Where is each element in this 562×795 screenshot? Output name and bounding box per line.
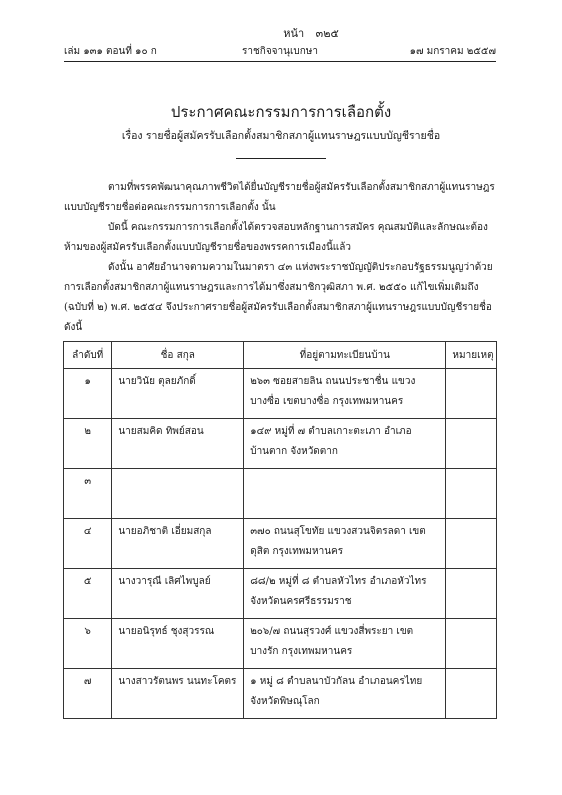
cell-note	[446, 469, 497, 519]
paragraph-1: ตามที่พรรคพัฒนาคุณภาพชีวิตได้ยื่นบัญชีรายชื่อผู้สมัครรับเลือกตั้งสมาชิกสภาผู้แทนราษฎรแบบบัญชีรายชื่อต่อคณะกรรมการการเลือกตั้ง นั้น	[64, 182, 495, 213]
header-order: ลำดับที่	[64, 342, 112, 369]
cell-note	[446, 369, 497, 419]
table-row	[64, 669, 497, 719]
table-header-row	[64, 342, 497, 369]
cell-order: ๗	[64, 669, 112, 719]
cell-order: ๕	[64, 569, 112, 619]
cell-name: นางสาวรัตนพร นนทะโคตร	[112, 669, 244, 719]
cell-order: ๑	[64, 369, 112, 419]
cell-address: ๒๖๓ ซอยสายลิน ถนนประชาชื่น แขวงบางซื่อ เขตบางซื่อ กรุงเทพมหานคร	[244, 369, 446, 419]
header-note: หมายเหตุ	[446, 342, 497, 369]
cell-name: นางวารุณี เลิศไพบูลย์	[112, 569, 244, 619]
table-row	[64, 469, 497, 519]
cell-note	[446, 519, 497, 569]
volume-issue: เล่ม ๑๓๑ ตอนที่ ๑๐ ก	[64, 46, 157, 57]
cell-address: ๒๐๖/๗ ถนนสุรวงศ์ แขวงสี่พระยา เขตบางรัก กรุงเทพมหานคร	[244, 619, 446, 669]
cell-address: ๓๗๐ ถนนสุโขทัย แขวงสวนจิตรลดา เขตดุสิต กรุงเทพมหานคร	[244, 519, 446, 569]
cell-order: ๔	[64, 519, 112, 569]
cell-name: นายอนิรุทธ์ ชุงสุวรรณ	[112, 619, 244, 669]
announcement-title: ประกาศคณะกรรมการการเลือกตั้ง	[170, 103, 392, 121]
table-row	[64, 519, 497, 569]
paragraph-2: บัดนี้ คณะกรรมการการเลือกตั้งได้ตรวจสอบหลักฐานการสมัคร คุณสมบัติและลักษณะต้องห้ามของผู้สมัครรับเลือกตั้งแบบบัญชีรายชื่อของพรรคการเมืองนี้แล้ว	[64, 222, 488, 253]
table-row	[64, 619, 497, 669]
page-number-line	[0, 24, 562, 42]
table-row	[64, 569, 497, 619]
title-divider	[236, 158, 326, 159]
announcement-subject: เรื่อง รายชื่อผู้สมัครรับเลือกตั้งสมาชิกสภาผู้แทนราษฎรแบบบัญชีรายชื่อ	[121, 130, 441, 142]
cell-address: ๑๔๙ หมู่ที่ ๗ ตำบลเกาะตะเภา อำเภอบ้านตาก จังหวัดตาก	[244, 419, 446, 469]
cell-order: ๓	[64, 469, 112, 519]
gazette-date: ๑๗ มกราคม ๒๕๕๗	[409, 46, 496, 57]
header-divider	[64, 61, 496, 62]
cell-note	[446, 669, 497, 719]
cell-name: นายอภิชาติ เอี่ยมสกุล	[112, 519, 244, 569]
cell-address: ๑ หมู่ ๘ ตำบลนาบัวกัลน อำเภอนครไทย จังหวัดพิษณุโลก	[244, 669, 446, 719]
cell-order: ๖	[64, 619, 112, 669]
page-number: ๓๒๕	[315, 27, 339, 40]
header-address: ที่อยู่ตามทะเบียนบ้าน	[244, 342, 446, 369]
table-row	[64, 419, 497, 469]
cell-address: ๘๘/๒ หมู่ที่ ๘ ตำบลหัวไทร อำเภอหัวไทร จังหวัดนครศรีธรรมราช	[244, 569, 446, 619]
cell-note	[446, 419, 497, 469]
cell-name	[112, 469, 244, 519]
cell-note	[446, 619, 497, 669]
paragraph-3: ดังนั้น อาศัยอำนาจตามความในมาตรา ๔๓ แห่งพระราชบัญญัติประกอบรัฐธรรมนูญว่าด้วยการเลือกตั้งสมาชิกสภาผู้แทนราษฎรและการได้มาซึ่งสมาชิกวุฒิสภา พ.ศ. ๒๕๕๐ แก้ไขเพิ่มเติมถึง (ฉบับที่ ๒) พ.ศ. ๒๕๕๔ จึงประกาศรายชื่อผู้สมัครรับเลือกตั้งสมาชิกสภาผู้แทนราษฎรแบบบัญชีรายชื่อดังนี้	[64, 262, 493, 333]
page-label: หน้า	[283, 27, 305, 40]
table-row	[64, 369, 497, 419]
cell-name: นายวินัย ตุลยภักดิ์	[112, 369, 244, 419]
header-name: ชื่อ สกุล	[112, 342, 244, 369]
cell-name: นายสมคิด ทิพย์สอน	[112, 419, 244, 469]
cell-order: ๒	[64, 419, 112, 469]
candidate-table	[63, 341, 497, 719]
cell-note	[446, 569, 497, 619]
cell-address	[244, 469, 446, 519]
gazette-name: ราชกิจจานุเบกษา	[241, 46, 319, 57]
